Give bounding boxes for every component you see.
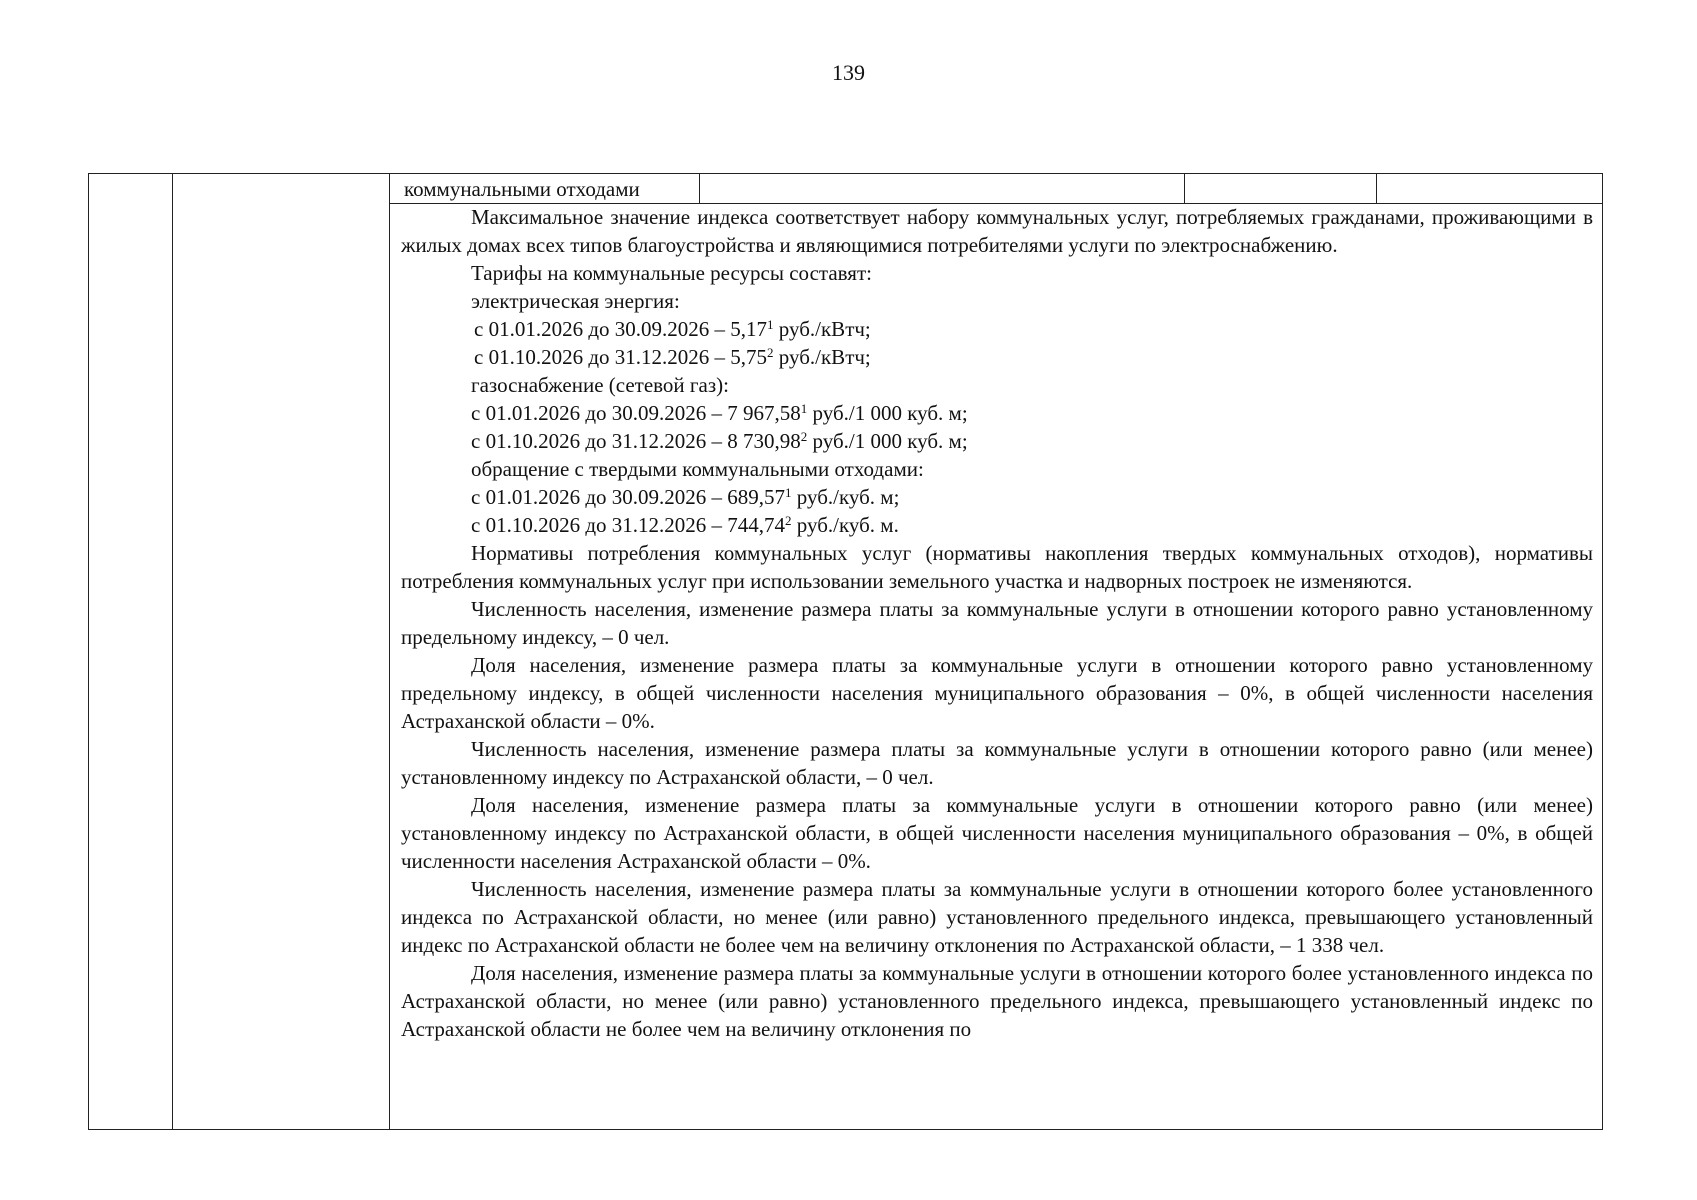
- page-number: 139: [832, 60, 865, 85]
- population-paragraph-1: Численность населения, изменение размера платы за коммунальные услуги в отношении которого равно установленному предельному индексу, – 0 чел.: [401, 597, 1593, 649]
- tariffs-heading: Тарифы на коммунальные ресурсы составят:: [471, 261, 872, 285]
- waste-label: обращение с твердыми коммунальными отходами:: [471, 457, 924, 481]
- electricity-label: электрическая энергия:: [471, 289, 680, 313]
- top-row-divider-3: [1376, 174, 1377, 203]
- intro-paragraph: Максимальное значение индекса соответствует набору коммунальных услуг, потребляемых гражданами, проживающими в жилых домах всех типов благоустройства и являющимися потребителями услуги по электроснабжению.: [401, 205, 1593, 257]
- column-divider-1: [172, 174, 173, 1129]
- top-row-divider-2: [1184, 174, 1185, 203]
- electricity-rate-1: с 01.01.2026 до 30.09.2026 – 5,17$^1$ руб./кВтч;: [474, 317, 871, 341]
- waste-rate-2: с 01.10.2026 до 31.12.2026 – 744,74$^2$ руб./куб. м.: [471, 513, 899, 537]
- gas-rate-1: с 01.01.2026 до 30.09.2026 – 7 967,58$^1$ руб./1 000 куб. м;: [471, 401, 968, 425]
- table-text-cell: [401, 203, 1593, 1129]
- population-paragraph-4: Доля населения, изменение размера платы за коммунальные услуги в отношении которого равно (или менее) установленному индексу по Астраханской области, в общей численности населения муниципального образования – 0%, в общей численности населения Астраханской области – 0%.: [401, 793, 1593, 873]
- gas-label: газоснабжение (сетевой газ):: [471, 373, 729, 397]
- waste-rate-1: с 01.01.2026 до 30.09.2026 – 689,57$^1$ руб./куб. м;: [471, 485, 900, 509]
- population-paragraph-5: Численность населения, изменение размера платы за коммунальные услуги в отношении которого более установленного индекса по Астраханской области, но менее (или равно) установленного предельного индекса, превышающего установленный индекс по Астраханской области не более чем на величину отклонения по Астраханской области, – 1 338 чел.: [401, 877, 1593, 957]
- population-paragraph-3: Численность населения, изменение размера платы за коммунальные услуги в отношении которого равно (или менее) установленному индексу по Астраханской области, – 0 чел.: [401, 737, 1593, 789]
- top-row-text: коммунальными отходами: [404, 177, 640, 201]
- electricity-rate-2: с 01.10.2026 до 31.12.2026 – 5,75$^2$ руб./кВтч;: [474, 345, 871, 369]
- column-divider-2: [389, 174, 390, 1129]
- gas-rate-2: с 01.10.2026 до 31.12.2026 – 8 730,98$^2$ руб./1 000 куб. м;: [471, 429, 968, 453]
- population-paragraph-2: Доля населения, изменение размера платы за коммунальные услуги в отношении которого равно установленному предельному индексу, в общей численности населения муниципального образования – 0%, в общей численности населения Астраханской области – 0%.: [401, 653, 1593, 733]
- norms-paragraph: Нормативы потребления коммунальных услуг (нормативы накопления твердых коммунальных отходов), нормативы потребления коммунальных услуг при использовании земельного участка и надворных построек не изменяются.: [401, 541, 1593, 593]
- top-row-divider-1: [699, 174, 700, 203]
- population-paragraph-6: Доля населения, изменение размера платы за коммунальные услуги в отношении которого более установленного индекса по Астраханской области, но менее (или равно) установленного предельного индекса, превышающего установленный индекс по Астраханской области не более чем на величину отклонения по: [401, 961, 1593, 1041]
